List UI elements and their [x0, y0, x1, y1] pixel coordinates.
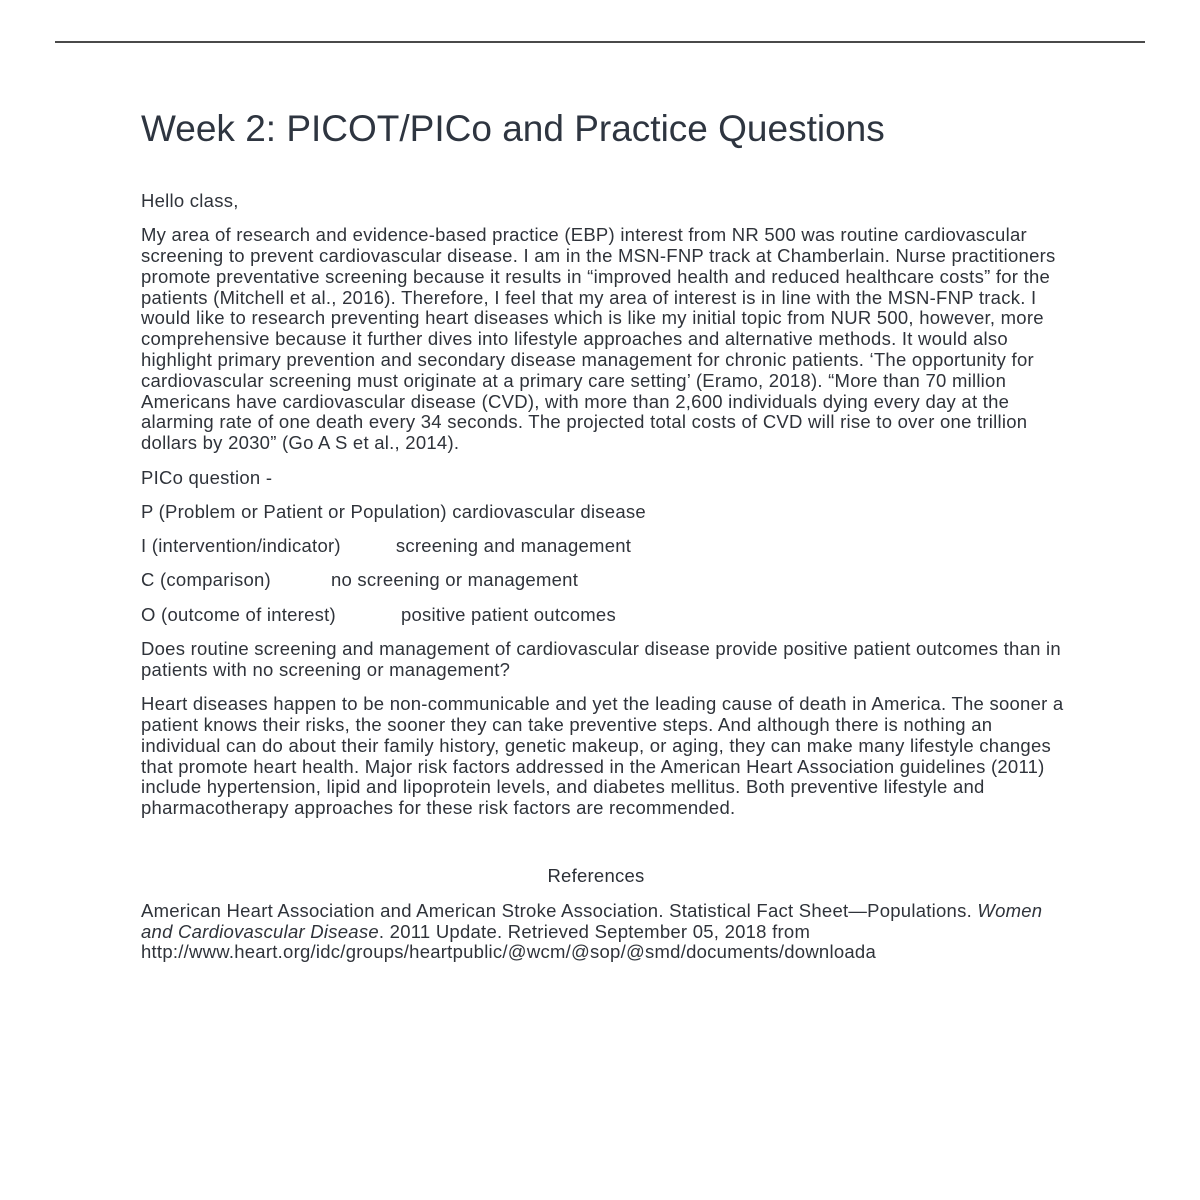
discussion-paragraph: Heart diseases happen to be non-communicable and yet the leading cause of death in America. The sooner a patient knows their risks, the sooner they can take preventive steps. And although there is nothing an individual can do about their family history, genetic makeup, or aging, they can make many lifestyle changes that promote heart health. Major risk factors addressed in the American Heart Association guidelines (2011) include hypertension, lipid and lipoprotein levels, and diabetes mellitus. Both preventive lifestyle and pharmacotherapy approaches for these risk factors are recommended.: [141, 693, 1064, 819]
pico-c-label: C (comparison): [141, 569, 271, 591]
document-body: [141, 105, 1066, 977]
pico-p-line: [141, 502, 1066, 523]
question-paragraph: Does routine screening and management of cardiovascular disease provide positive patient outcomes than in patients with no screening or management?: [141, 638, 1061, 680]
pico-i-value: screening and management: [395, 535, 632, 557]
pico-o-label: O (outcome of interest): [141, 603, 336, 625]
page-title: Week 2: PICOT/PICo and Practice Questions: [141, 108, 885, 149]
pico-p-value: cardiovascular disease: [452, 500, 646, 522]
reference-title: Women and Cardiovascular Disease: [141, 899, 1043, 942]
reference-tail: . 2011 Update. Retrieved September 05, 2018 from: [378, 920, 811, 942]
pico-c-line: [141, 570, 1066, 591]
pico-o-value: positive patient outcomes: [400, 603, 616, 625]
greeting: Hello class,: [141, 190, 239, 211]
pico-i-label: I (intervention/indicator): [141, 535, 341, 557]
section-spacer: [141, 832, 1066, 866]
top-divider: [55, 41, 1145, 43]
pico-i-line: [141, 536, 1066, 557]
reference-entry: [141, 901, 1066, 963]
pico-c-value: no screening or management: [330, 569, 579, 591]
reference-lead: American Heart Association and American Stroke Association. Statistical Fact Sheet—Populations.: [141, 899, 972, 921]
intro-paragraph: My area of research and evidence-based practice (EBP) interest from NR 500 was routine cardiovascular screening to prevent cardiovascular disease. I am in the MSN-FNP track at Chamberlain. Nurse practitioners promote preventative screening because it results in “improved health and reduced healthcare costs” for the patients (Mitchell et al., 2016). Therefore, I feel that my area of interest is in line with the MSN-FNP track. I would like to research preventing heart diseases which is like my initial topic from NUR 500, however, more comprehensive because it further dives into lifestyle approaches and alternative methods. It would also highlight primary prevention and secondary disease management for chronic patients. ‘The opportunity for cardiovascular screening must originate at a primary care setting’ (Eramo, 2018). “More than 70 million Americans have cardiovascular disease (CVD), with more than 2,600 individuals dying every day at the alarming rate of one death every 34 seconds. The projected total costs of CVD will rise to over one trillion dollars by 2030” (Go A S et al., 2014).: [141, 224, 1056, 454]
reference-url[interactable]: http://www.heart.org/idc/groups/heartpublic/@wcm/@sop/@smd/documents/downloada: [141, 941, 876, 963]
pico-heading: PICo question -: [141, 466, 273, 488]
pico-p-label: P (Problem or Patient or Population): [141, 500, 447, 522]
pico-o-line: [141, 605, 1066, 626]
references-heading: References: [547, 865, 645, 887]
